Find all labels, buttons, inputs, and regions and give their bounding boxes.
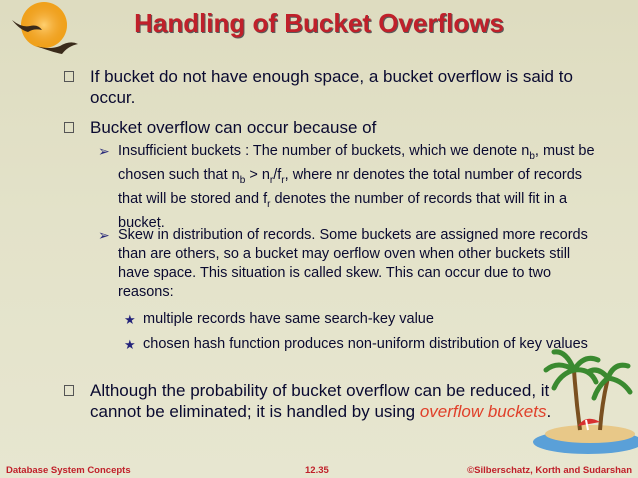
subbullet-text: Insufficient buckets : The number of buckets, which we denote $n_b$, must be chosen such that $n_b > n_r/f_r$, where nr denotes the total number of records that will be stored and $f_r$ denotes the number of records that will fit in a bucket. [118,143,595,231]
footer-page-number: 12.35 [305,465,329,476]
footer-course-name: Database System Concepts [6,465,131,476]
bullet-text [90,380,590,422]
arrow-bullet-icon: ➢ [98,227,110,243]
bullet-text: Bucket overflow can occur because of [90,118,377,137]
footer-copyright: ©Silberschatz, Korth and Sudarshan [467,465,632,476]
subsubbullet-text: chosen hash function produces non-uniform distribution of key values [143,336,588,352]
overflow-buckets-highlight: overflow buckets [419,402,547,421]
text-segment: . [546,402,552,421]
arrow-bullet-icon: ➢ [98,143,110,159]
subsubbullet-text: multiple records have same search-key value [143,311,434,327]
slide-title: Handling of Bucket Overflows [134,8,504,38]
text-segment: Although the probability of bucket overflow can be reduced, it cannot be eliminated; it is handled by using [90,381,550,421]
square-bullet-icon [64,385,74,396]
bullet-text: If bucket do not have enough space, a bucket overflow is said to occur. [90,67,573,107]
square-bullet-icon [64,122,74,133]
square-bullet-icon [64,71,74,82]
subbullet-text: Skew in distribution of records. Some buckets are assigned more records than are others, so a bucket may oerflow oven when other buckets still have space. This situation is called skew. This can occur due to two reasons: [118,227,588,300]
beach-island-graphic [518,330,638,460]
star-bullet-icon: ★ [124,312,136,327]
star-bullet-icon: ★ [124,337,136,352]
